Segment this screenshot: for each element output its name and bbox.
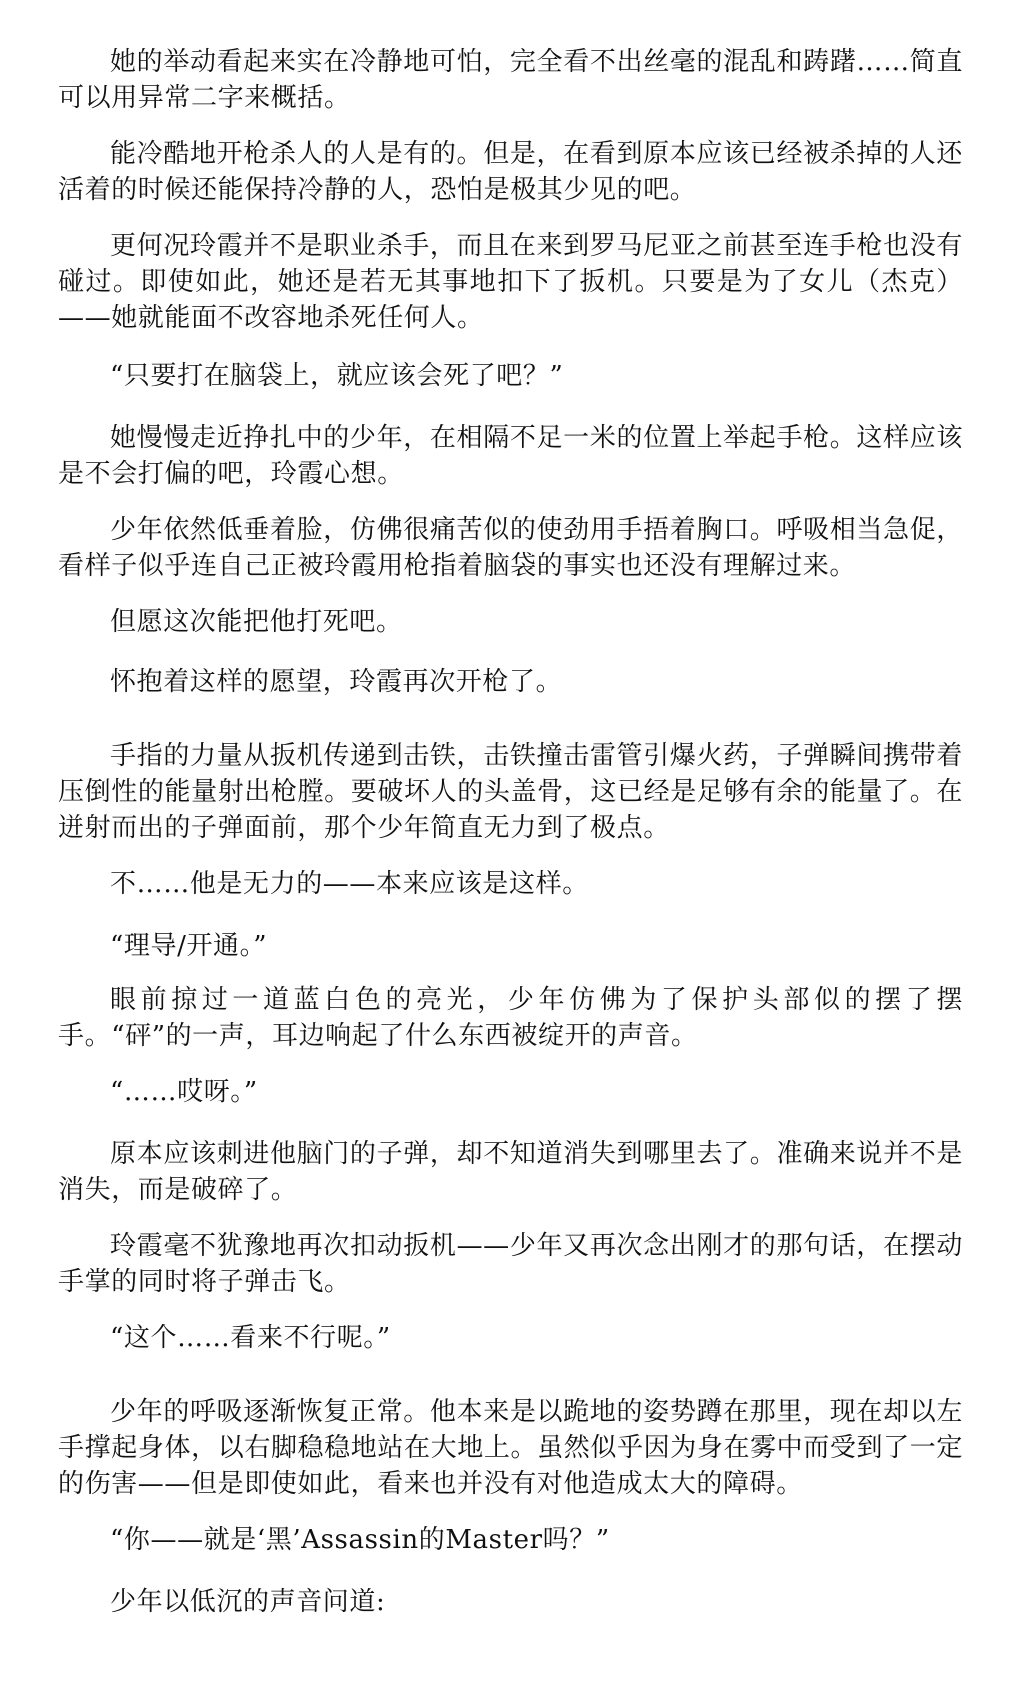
paragraph-16: “这个……看来不行呢。” — [110, 1323, 391, 1353]
paragraph-2: 能冷酷地开枪杀人的人是有的。但是，在看到原本应该已经被杀掉的人还活着的时候还能保持冷静的人，恐怕是极其少见的吧。 — [58, 139, 963, 205]
paragraph-1: 她的举动看起来实在冷静地可怕，完全看不出丝毫的混乱和踌躇……简直可以用异常二字来概括。 — [58, 47, 963, 113]
paragraph-11: “理导/开通。” — [110, 931, 268, 961]
paragraph-4: “只要打在脑袋上，就应该会死了吧？” — [110, 361, 564, 391]
paragraph-8: 怀抱着这样的愿望，玲霞再次开枪了。 — [110, 667, 563, 697]
paragraph-6: 少年依然低垂着脸，仿佛很痛苦似的使劲用手捂着胸口。呼吸相当急促，看样子似乎连自己正被玲霞用枪指着脑袋的事实也还没有理解过来。 — [58, 515, 963, 581]
paragraph-13: “……哎呀。” — [110, 1077, 258, 1107]
paragraph-14: 原本应该刺进他脑门的子弹，却不知道消失到哪里去了。准确来说并不是消失，而是破碎了。 — [58, 1139, 963, 1205]
paragraph-10: 不……他是无力的——本来应该是这样。 — [110, 869, 589, 899]
paragraph-18: “你——就是‘黑’Assassin的Master吗？” — [110, 1525, 610, 1555]
paragraph-17: 少年的呼吸逐渐恢复正常。他本来是以跪地的姿势蹲在那里，现在却以左手撑起身体，以右脚稳稳地站在大地上。虽然似乎因为身在雾中而受到了一定的伤害——但是即使如此，看来也并没有对他造成太大的障碍。 — [58, 1397, 963, 1499]
paragraph-7: 但愿这次能把他打死吧。 — [110, 607, 403, 637]
paragraph-19: 少年以低沉的声音问道: — [110, 1587, 386, 1617]
paragraph-9: 手指的力量从扳机传递到击铁，击铁撞击雷管引爆火药，子弹瞬间携带着压倒性的能量射出枪膛。要破坏人的头盖骨，这已经是足够有余的能量了。在迸射而出的子弹面前，那个少年简直无力到了极点。 — [58, 741, 963, 843]
paragraph-5: 她慢慢走近挣扎中的少年，在相隔不足一米的位置上举起手枪。这样应该是不会打偏的吧，玲霞心想。 — [58, 423, 963, 489]
paragraph-3: 更何况玲霞并不是职业杀手，而且在来到罗马尼亚之前甚至连手枪也没有碰过。即使如此，她还是若无其事地扣下了扳机。只要是为了女儿（杰克）——她就能面不改容地杀死任何人。 — [58, 231, 963, 333]
paragraph-15: 玲霞毫不犹豫地再次扣动扳机——少年又再次念出刚才的那句话，在摆动手掌的同时将子弹击飞。 — [58, 1231, 963, 1297]
paragraph-12: 眼前掠过一道蓝白色的亮光，少年仿佛为了保护头部似的摆了摆手。“砰”的一声，耳边响起了什么东西被绽开的声音。 — [58, 985, 963, 1051]
